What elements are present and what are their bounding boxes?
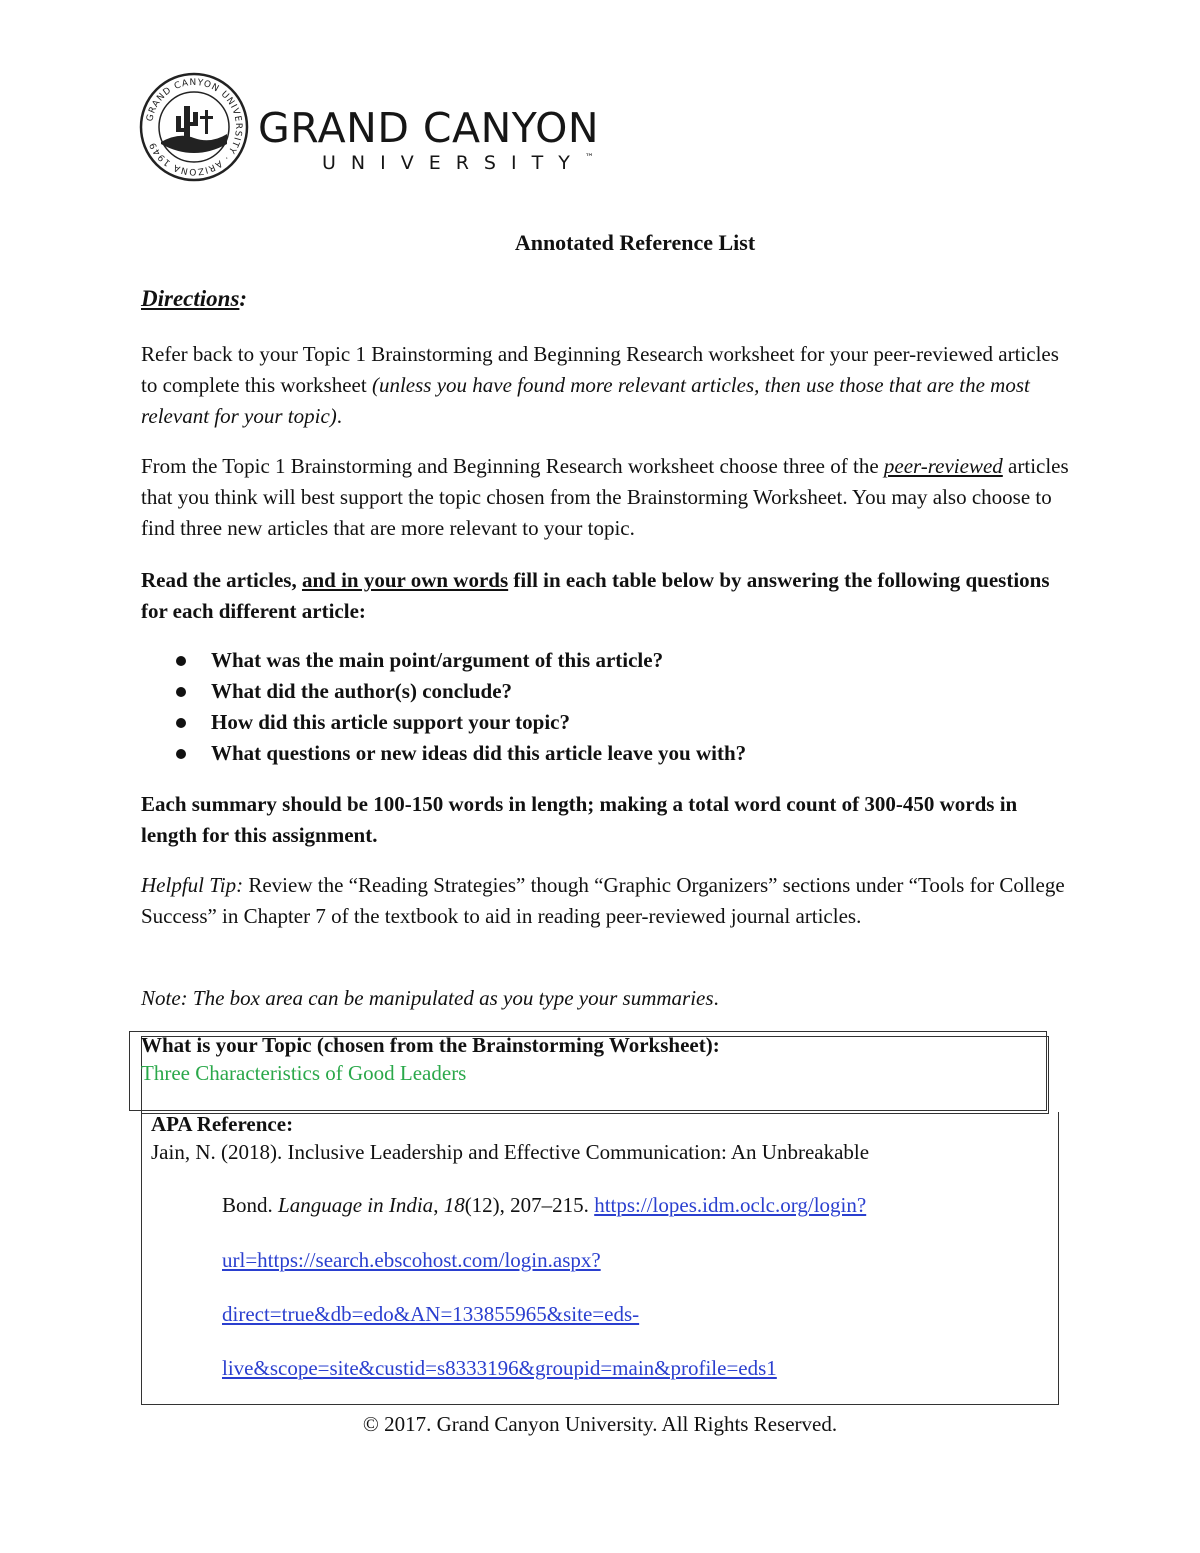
list-item: [141, 645, 746, 676]
reference-issue-pages: (12), 207–215.: [464, 1193, 595, 1217]
helpful-tip-label: Helpful Tip:: [141, 873, 244, 897]
wordmark-university: [322, 154, 594, 173]
bullet-icon: [176, 749, 186, 759]
para2-text-a: From the Topic 1 Brainstorming and Beginning Research worksheet choose three of the: [141, 454, 884, 478]
para2-emphasis: peer-reviewed: [883, 454, 1003, 478]
paragraph-refer-back: [141, 339, 1071, 432]
reference-bond: Bond.: [222, 1193, 279, 1217]
bullet-icon: [176, 656, 186, 666]
para1-text: Refer back to your Topic 1 Brainstorming and Beginning Research worksheet for your peer-reviewed articles to complete this worksheet: [141, 342, 1059, 397]
reference-sep: ,: [433, 1193, 444, 1217]
seal-text: GRAND CANYON UNIVERSITY · ARIZONA 1949: [145, 77, 244, 177]
bullet-icon: [176, 718, 186, 728]
list-item: [141, 738, 746, 769]
topic-label: What is your Topic (chosen from the Brainstorming Worksheet):: [141, 1033, 720, 1057]
question-text: What questions or new ideas did this article leave you with?: [211, 741, 747, 765]
bullet-icon: [176, 687, 186, 697]
para2-text-b: articles that you think will best support the topic chosen from the Brainstorming Worksheet. You may also choose to find three new articles that are more relevant to your topic.: [141, 454, 1069, 540]
note-end: .: [713, 986, 719, 1010]
wordmark-grand-canyon: GRAND CANYON: [258, 104, 600, 152]
reference-url-part-1[interactable]: https://lopes.idm.oclc.org/login?: [594, 1193, 867, 1217]
question-text: How did this article support your topic?: [211, 710, 570, 734]
reference-volume: 18: [443, 1193, 465, 1217]
para3-underlined: and in your own words: [301, 568, 509, 592]
reference-url-part-3[interactable]: direct=true&db=edo&AN=133855965&site=eds-: [222, 1302, 640, 1326]
reference-url-part-4[interactable]: live&scope=site&custid=s8333196&groupid=main&profile=eds1: [222, 1356, 777, 1380]
reference-url-part-2[interactable]: url=https://search.ebscohost.com/login.aspx?: [222, 1248, 601, 1272]
reference-journal: Language in India: [278, 1193, 434, 1217]
directions-colon: :: [239, 286, 248, 311]
question-text: What was the main point/argument of this article?: [211, 648, 664, 672]
copyright-footer: © 2017. Grand Canyon University. All Rights Reserved.: [362, 1412, 838, 1436]
topic-value[interactable]: Three Characteristics of Good Leaders: [141, 1061, 467, 1085]
list-item: [141, 676, 746, 707]
directions-label: Directions: [141, 286, 240, 311]
reference-line-4: [222, 1302, 639, 1327]
para1-italic: (unless you have found more relevant articles, then use those that are the most relevant for your topic): [141, 373, 1030, 428]
university-seal-logo: [139, 72, 249, 182]
reference-line-2: [222, 1193, 866, 1218]
page-title: Annotated Reference List: [514, 230, 756, 255]
question-text: What did the author(s) conclude?: [211, 679, 513, 703]
para3-text-b: fill in each table below by answering the following questions for each different article:: [141, 568, 1050, 623]
para3-text-a: Read the articles,: [141, 568, 302, 592]
directions-heading: [141, 286, 247, 312]
paragraph-choose-articles: [141, 451, 1071, 544]
paragraph-note: [141, 983, 1071, 1014]
wordmark-university-text: UNIVERSITY: [322, 152, 585, 174]
question-list: [141, 645, 746, 769]
list-item: [141, 707, 746, 738]
para1-end: .: [336, 404, 343, 428]
trademark-symbol: ™: [584, 153, 594, 163]
reference-line-5: [222, 1356, 777, 1381]
paragraph-read-articles: [141, 565, 1071, 627]
helpful-tip-text: Review the “Reading Strategies” though “Graphic Organizers” sections under “Tools for College Success” in Chapter 7 of the textbook to aid in reading peer-reviewed journal articles.: [141, 873, 1065, 928]
reference-line-3: [222, 1248, 601, 1273]
reference-label: APA Reference:: [151, 1112, 294, 1136]
paragraph-helpful-tip: [141, 870, 1071, 932]
reference-line-1: Jain, N. (2018). Inclusive Leadership and Effective Communication: An Unbreakable: [151, 1140, 870, 1164]
note-text: Note: The box area can be manipulated as you type your summaries: [141, 986, 714, 1010]
paragraph-word-count: Each summary should be 100-150 words in length; making a total word count of 300-450 words in length for this assignment.: [141, 792, 1018, 847]
